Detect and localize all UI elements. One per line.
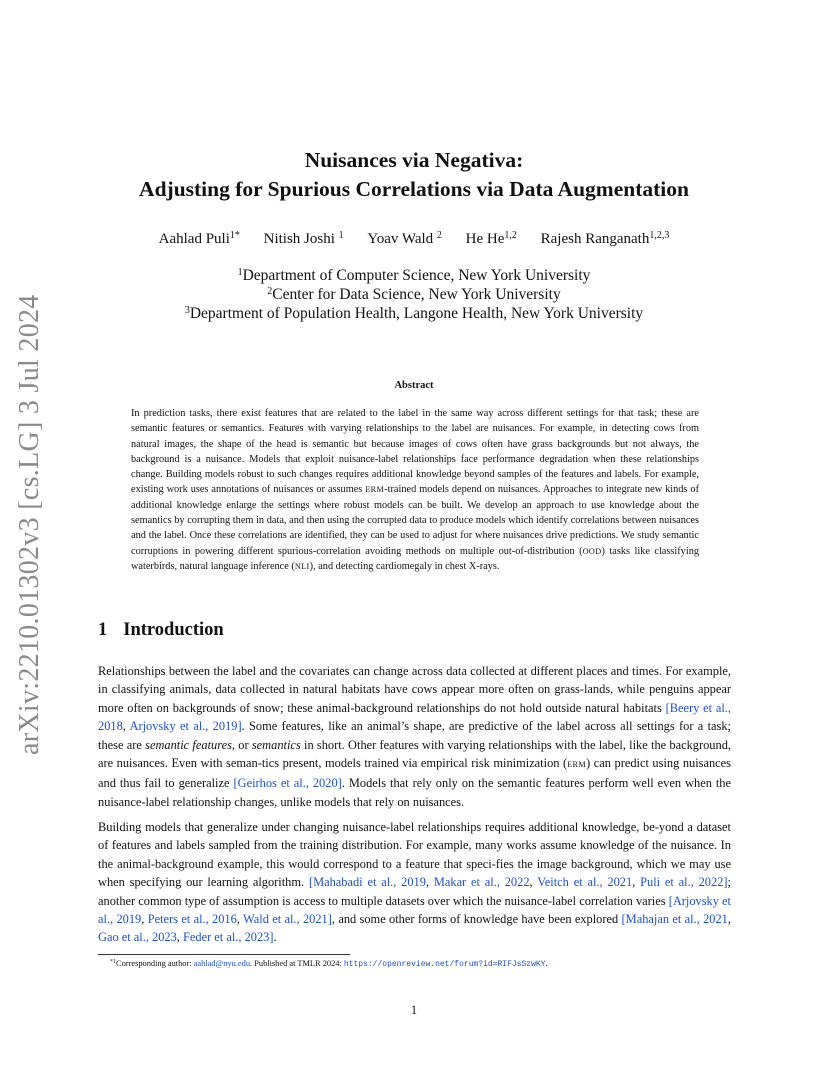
author-affiliation-mark: 1* bbox=[229, 230, 240, 241]
author-affiliation-mark: 2 bbox=[436, 230, 442, 241]
section-heading bbox=[98, 620, 224, 641]
section-number: 1 bbox=[98, 620, 108, 640]
citation-link[interactable]: Feder et al., 2023 bbox=[183, 930, 270, 945]
paper-title bbox=[0, 146, 828, 204]
citation-link[interactable]: Arjovsky et al., 2019 bbox=[129, 719, 238, 734]
citation-link[interactable]: Mahabadi et al., 2019 bbox=[313, 875, 426, 890]
abstract-body bbox=[131, 406, 699, 574]
footnote-text: . bbox=[545, 959, 548, 968]
abstract-acronym: ERM bbox=[365, 485, 385, 495]
affiliation-text: Department of Computer Science, New York University bbox=[242, 267, 591, 284]
abstract-text: ), and detecting cardiomegaly in chest X-rays. bbox=[309, 560, 500, 572]
author bbox=[264, 229, 344, 249]
author bbox=[541, 229, 670, 249]
abstract-text: In prediction tasks, there exist features that are related to the label in the same way across different settings for that task; these are semantic features or semantics. Features with varying relationships to the label are nuisances. For example, in detecting cows from natural images, the shape of the head is semantic but because images of cows often have grass backgrounds but not always, the background is a nuisance. Models that exploit nuisance-label relationships face performance degradation when these relationships change. Building models robust to such changes requires additional knowledge beyond samples of the features and labels. For example, existing work uses annotations of nuisances or assumes bbox=[131, 408, 699, 496]
citation-link[interactable]: Mahajan et al., 2021 bbox=[625, 912, 728, 927]
citation-link[interactable]: Arjovsky et al., 2019 bbox=[98, 893, 731, 927]
paragraph-text: . Some features, like an animal’s shape, are predictive of the label across all settings for a task; these are bbox=[98, 719, 731, 752]
acronym: ERM bbox=[567, 760, 587, 770]
emphasis-text: semantic features bbox=[145, 737, 232, 752]
footnote bbox=[110, 958, 740, 971]
affiliation-text: Center for Data Science, New York University bbox=[272, 286, 561, 303]
affiliation bbox=[0, 266, 828, 285]
author-list bbox=[0, 229, 828, 249]
citation-link[interactable]: Peters et al., 2016 bbox=[147, 912, 237, 927]
abstract-acronym: OOD bbox=[582, 546, 602, 556]
title-line-2: Adjusting for Spurious Correlations via Data Augmentation bbox=[139, 177, 689, 201]
citation-link[interactable]: Geirhos et al., 2020 bbox=[237, 776, 338, 791]
affiliation bbox=[0, 285, 828, 304]
abstract-heading: Abstract bbox=[394, 380, 434, 391]
footnote-text: Corresponding author: bbox=[116, 959, 194, 968]
citation-link[interactable]: Gao et al., 2023 bbox=[98, 930, 177, 945]
affiliation-mark: 1 bbox=[237, 267, 243, 278]
affiliation-text: Department of Population Health, Langone Health, New York University bbox=[189, 305, 644, 322]
email-link[interactable]: aahlad@nyu.edu bbox=[193, 959, 251, 968]
footnote-mark: *1 bbox=[110, 959, 116, 965]
footnote-divider bbox=[98, 954, 350, 955]
author-name: He He bbox=[465, 231, 505, 247]
paragraph-text: , and some other forms of knowledge have been explored bbox=[331, 912, 622, 927]
paragraph-text: Relationships between the label and the covariates can change across data collected at different places and times. For example, in classifying animals, data collected in natural habitats have cows appear more often on grass-lands, while penguins appear more often on backgrounds of snow; these animal-background relationships do not hold outside natural habitats bbox=[98, 664, 731, 715]
paragraph-text: ; another common type of assumption is access to multiple datasets over which the nuisance-label correlation varies bbox=[98, 875, 731, 908]
openreview-url-link[interactable]: https://openreview.net/forum?id=RIFJsSzwKY bbox=[343, 960, 546, 969]
author-name: Rajesh Ranganath bbox=[540, 231, 650, 247]
abstract-acronym: NLI bbox=[294, 561, 310, 571]
affiliation-mark: 3 bbox=[184, 305, 190, 316]
body-paragraph: Building models that generalize under changing nuisance-label relationships requires additional knowledge, be-yond a dataset of features and labels sampled from the training distribution. For example, many works assume knowledge of the nuisance. In the animal-background example, this would correspond to a feature that speci-fies the image background, which we may use when specifying our learning algorithm. [Mahabadi et al., 2019, Makar et al., 2022, Veitch et al., 2021, Puli et al., 2022]; another common type of assumption is access to multiple datasets over which the nuisance-label correlation varies [Arjovsky et al., 2019, Peters et al., 2016, Wald et al., 2021], and some other forms of knowledge have been explored [Mahajan et al., 2021, Gao et al., 2023, Feder et al., 2023]. bbox=[98, 820, 731, 945]
affiliation-list bbox=[0, 266, 828, 323]
paragraph-text: ) can predict using nuisances and thus fail to generalize bbox=[98, 756, 731, 791]
page-number: 1 bbox=[410, 1003, 418, 1017]
author-affiliation-mark: 1,2,3 bbox=[649, 230, 670, 241]
body-paragraph: Relationships between the label and the covariates can change across data collected at different places and times. For example, in classifying animals, data collected in natural habitats have cows appear more often on grass-lands, while penguins appear more often on backgrounds of snow; these animal-background relationships do not hold outside natural habitats [Beery et al., 2018, Arjovsky et al., 2019]. Some features, like an animal’s shape, are predictive of the label across all settings for a task; these are semantic features, or semantics in short. Other features with varying relationships with the label, like the background, are nuisances. Even with seman-tics present, models trained via empirical risk minimization (ERM) can predict using nuisances and thus fail to generalize [Geirhos et al., 2020]. Models that rely only on the semantic features perform well even when the nuisance-label relationship changes, unlike models that rely on nuisances. bbox=[98, 664, 732, 809]
author-name: Yoav Wald bbox=[367, 231, 437, 247]
paragraph-text: . Models that rely only on the semantic features perform well even when the nuisance-label relationship changes, unlike models that rely on nuisances. bbox=[98, 776, 732, 809]
citation-link[interactable]: Wald et al., 2021 bbox=[243, 912, 328, 927]
emphasis-text: semantics bbox=[251, 737, 301, 752]
affiliation bbox=[0, 304, 828, 323]
arxiv-identifier: arXiv:2210.01302v3 [cs.LG] 3 Jul 2024 bbox=[14, 294, 45, 755]
title-line-1: Nuisances via Negativa: bbox=[304, 148, 524, 172]
citation-link[interactable]: Veitch et al., 2021 bbox=[537, 875, 633, 890]
paragraph-text: , or bbox=[231, 737, 252, 752]
citation-link[interactable]: Puli et al., 2022 bbox=[640, 875, 724, 890]
author-name: Nitish Joshi bbox=[263, 231, 339, 247]
paragraph-text: in short. Other features with varying relationships with the label, like the background, are nuisances. Even with seman-tics present, models trained via empirical risk minimization ( bbox=[98, 737, 731, 771]
paragraph-text: . bbox=[273, 930, 277, 945]
abstract-text: ) tasks like classifying waterbirds, natural language inference ( bbox=[131, 545, 699, 572]
author-affiliation-mark: 1 bbox=[338, 230, 344, 241]
footnote-text: . Published at TMLR 2024: bbox=[250, 959, 344, 968]
citation-link[interactable]: Beery et al., 2018 bbox=[98, 700, 731, 734]
author bbox=[466, 229, 517, 249]
author bbox=[159, 229, 240, 249]
section-title: Introduction bbox=[123, 620, 224, 640]
abstract-text: -trained models depend on nuisances. Approaches to integrate new kinds of additional knowledge enlarge the settings where robust models can be built. We develop an approach to use knowledge about the semantics by corrupting them in data, and then using the corrupted data to produce models which identify correlations between nuisances and the label. Once these correlations are identified, they can be used to adjust for where nuisances drive predictions. We study semantic corruptions in powering different spurious-correlation avoiding methods on multiple out-of-distribution ( bbox=[131, 484, 699, 557]
author-affiliation-mark: 1,2 bbox=[504, 230, 517, 241]
author-name: Aahlad Puli bbox=[158, 231, 230, 247]
citation-link[interactable]: Makar et al., 2022 bbox=[433, 875, 530, 890]
paragraph-text: Building models that generalize under changing nuisance-label relationships requires additional knowledge, be-yond a dataset of features and labels sampled from the training distribution. For example, many works assume knowledge of the nuisance. In the animal-background example, this would correspond to a feature that speci-fies the image background, which we may use when specifying our learning algorithm. bbox=[98, 820, 731, 890]
affiliation-mark: 2 bbox=[267, 286, 273, 297]
author bbox=[367, 229, 442, 249]
